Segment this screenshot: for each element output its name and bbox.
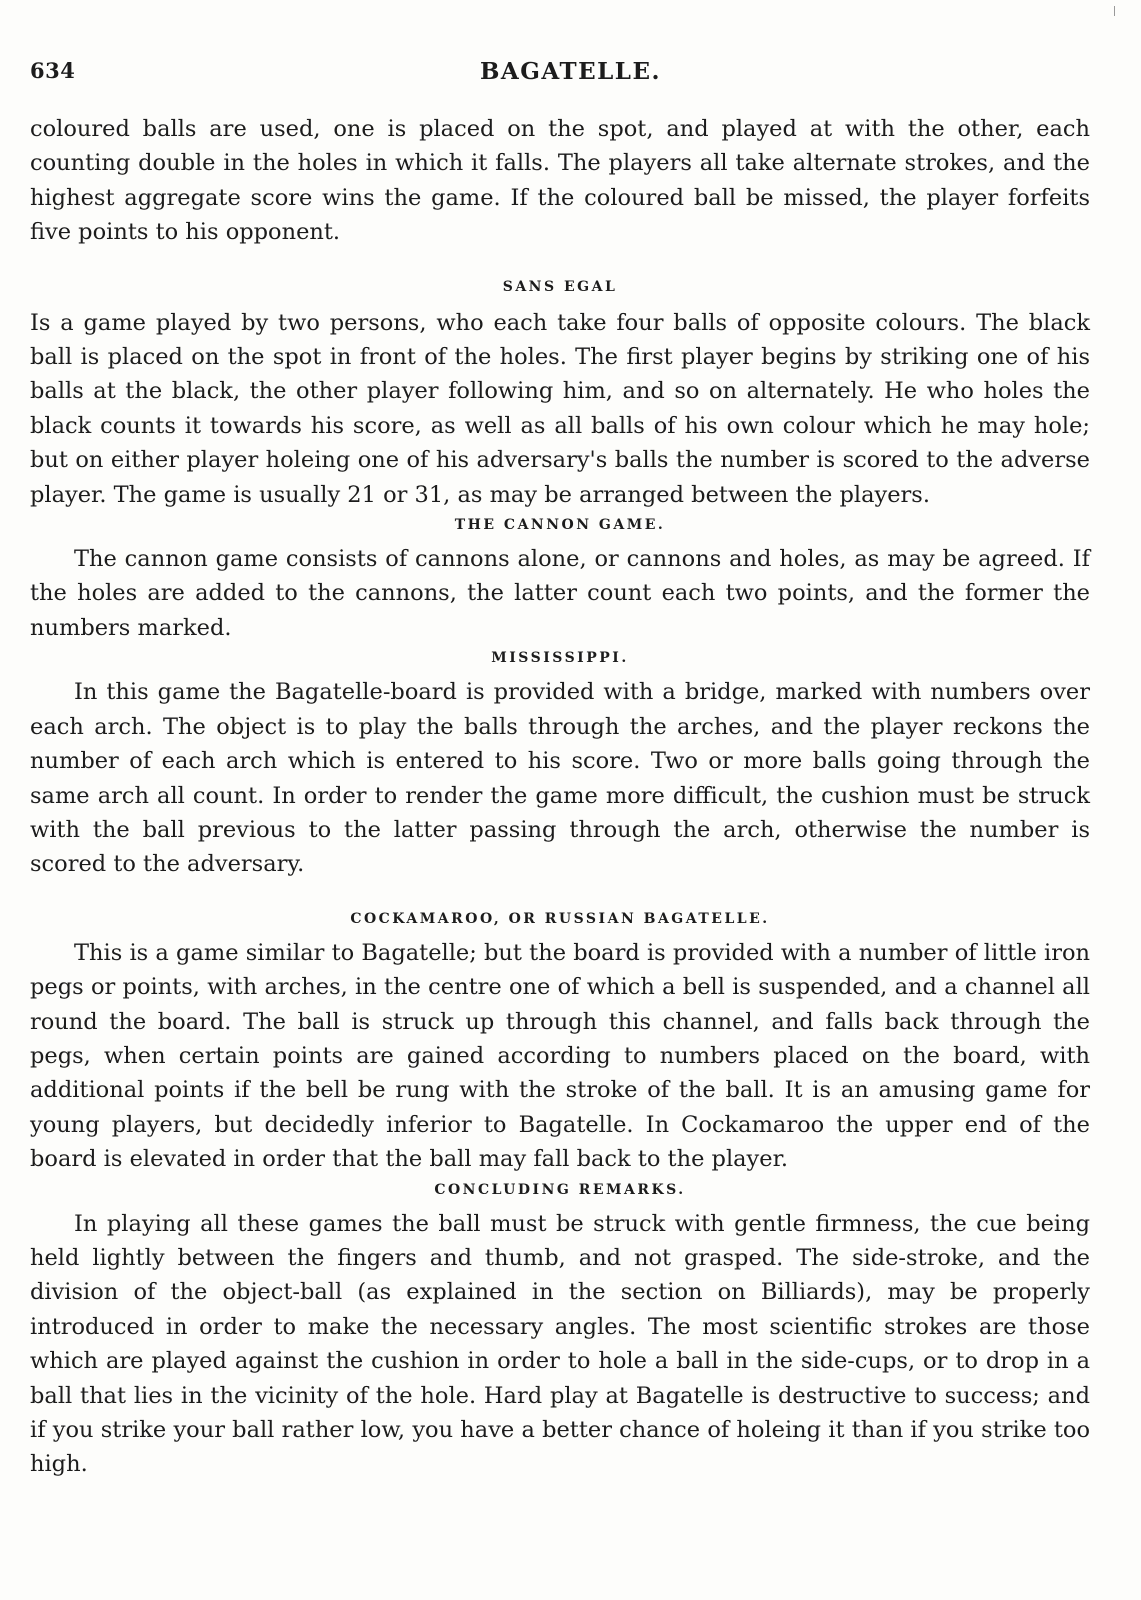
section-title-concluding-remarks: CONCLUDING REMARKS. <box>434 1181 686 1198</box>
cockamaroo-paragraph: This is a game similar to Bagatelle; but the board is provided with a number of little iron pegs or points, with arches, in the centre one of which a bell is suspended, and a channel all round the board. The ball is struck up through this channel, and falls back through the pegs, when certain points are gained according to numbers placed on the board, with additional points if the bell be rung with the stroke of the ball. It is an amusing game for young players, but decidedly inferior to Bagatelle. In Cockamaroo the upper end of the board is elevated in order that the ball may fall back to the player. <box>30 939 1090 1173</box>
cannon-game-paragraph: The cannon game consists of cannons alone, or cannons and holes, as may be agreed. If the holes are added to the cannons, the latter count each two points, and the former the numbers marked. <box>30 546 1090 641</box>
body-text <box>30 112 1090 1482</box>
concluding-remarks-paragraph: In playing all these games the ball must be struck with gentle firmness, the cue being held lightly between the fingers and thumb, and not grasped. The side-stroke, and the division of the object-ball (as explained in the section on Billiards), may be properly introduced in order to make the necessary angles. The most scientific strokes are those which are played against the cushion in order to hole a ball in the side-cups, or to drop in a ball that lies in the vicinity of the hole. Hard play at Bagatelle is destructive to success; and if you strike your ball rather low, you have a better chance of holeing it than if you strike too high. <box>30 1210 1090 1478</box>
section-title-cannon-game: THE CANNON GAME. <box>454 517 666 534</box>
page-number: 634 <box>30 58 76 83</box>
sans-egal-paragraph: Is a game played by two persons, who each take four balls of opposite colours. The black ball is placed on the spot in front of the holes. The first player begins by striking one of his balls at the black, the other player following him, and so on alternately. He who holes the black counts it towards his score, as well as all balls of his own colour which he may hole; but on either player holeing one of his adversary's balls the number is scored to the adverse player. The game is usually 21 or 31, as may be arranged between the players. <box>30 309 1090 508</box>
scan-edge-mark <box>1114 6 1115 16</box>
section-title-mississippi: MISSISSIPPI. <box>491 650 629 667</box>
page-header <box>30 58 1111 88</box>
opening-paragraph: coloured balls are used, one is placed on the spot, and played at with the other, each counting double in the holes in which it falls. The players all take alternate strokes, and the highest aggregate score wins the game. If the coloured ball be missed, the player forfeits five points to his opponent. <box>30 116 1090 246</box>
section-title-cockamaroo: COCKAMAROO, OR RUSSIAN BAGATELLE. <box>350 910 770 927</box>
section-title-sans-egal: SANS EGAL <box>502 278 618 295</box>
mississippi-paragraph: In this game the Bagatelle-board is provided with a bridge, marked with numbers over each arch. The object is to play the balls through the arches, and the player reckons the number of each arch which is entered to his score. Two or more balls going through the same arch all count. In order to render the game more difficult, the cushion must be struck with the ball previous to the latter passing through the arch, otherwise the number is scored to the adversary. <box>30 679 1090 878</box>
running-title: BAGATELLE. <box>479 58 662 85</box>
